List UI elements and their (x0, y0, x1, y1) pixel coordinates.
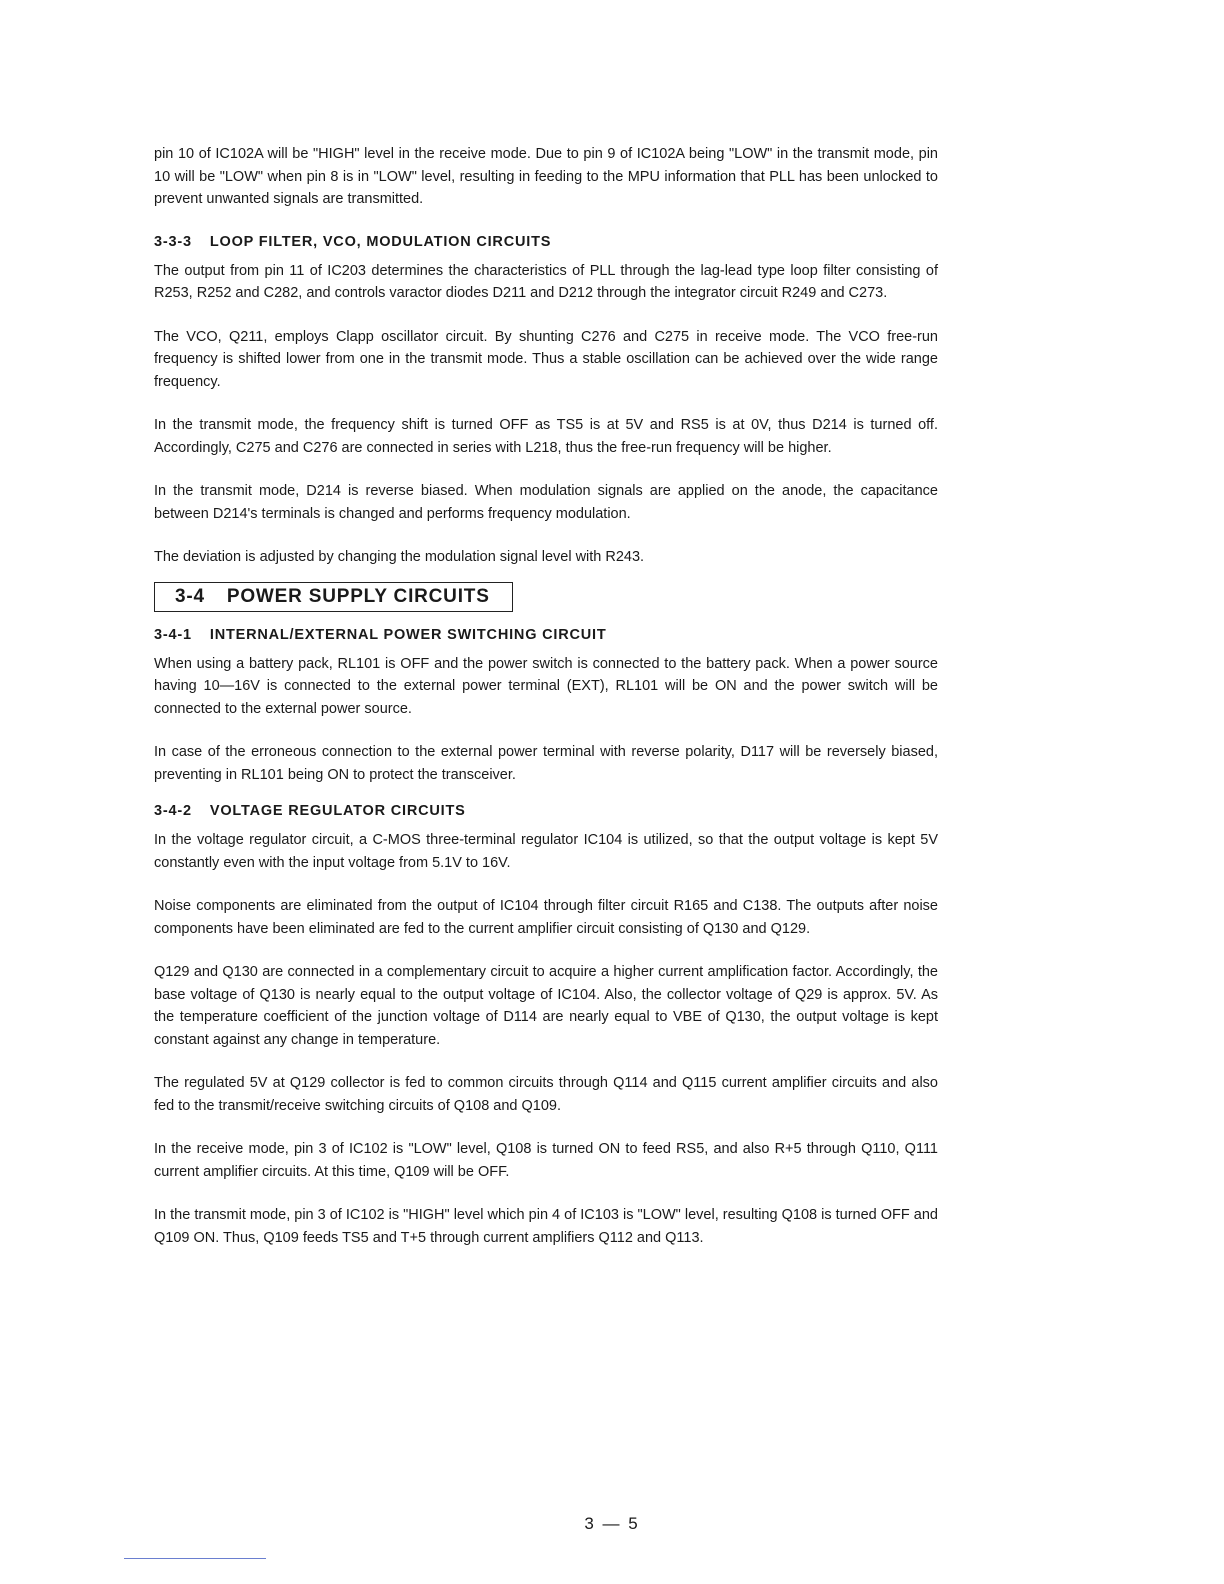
paragraph: The deviation is adjusted by changing the modulation signal level with R243. (154, 549, 645, 565)
paragraph: In the transmit mode, the frequency shift is turned OFF as TS5 is at 5V and RS5 is at 0V, thus D214 is turned off. Accordingly, C275 and C276 are connected in series with L218, thus the free-run frequency will be higher. (154, 417, 938, 456)
paragraph: Noise components are eliminated from the output of IC104 through filter circuit R165 and C138. The outputs after noise components have been eliminated are fed to the current amplifier circuit consisting of Q130 and Q129. (154, 898, 938, 937)
paragraph: The regulated 5V at Q129 collector is fed to common circuits through Q114 and Q115 current amplifier circuits and also fed to the transmit/receive switching circuits of Q108 and Q109. (154, 1075, 938, 1114)
section-title: INTERNAL/EXTERNAL POWER SWITCHING CIRCUIT (209, 626, 607, 643)
section-number: 3-4 (175, 585, 205, 607)
section-title: POWER SUPPLY CIRCUITS (226, 585, 490, 607)
section-number: 3-3-3 (154, 233, 192, 250)
intro-paragraph: pin 10 of IC102A will be "HIGH" level in the receive mode. Due to pin 9 of IC102A being "LOW" in the transmit mode, pin 10 will be "LOW" when pin 8 is in "LOW" level, resulting in feeding to the MPU information that PLL has been unlocked to prevent unwanted signals are transmitted. (154, 146, 938, 207)
heading-3-4-boxed (154, 582, 513, 612)
paragraph: The output from pin 11 of IC203 determines the characteristics of PLL through the lag-lead type loop filter consisting of R253, R252 and C282, and controls varactor diodes D211 and D212 through the integrator circuit R249 and C273. (154, 262, 938, 301)
section-number: 3-4-1 (154, 626, 192, 643)
section-title: VOLTAGE REGULATOR CIRCUITS (209, 803, 466, 819)
section-title: LOOP FILTER, VCO, MODULATION CIRCUITS (209, 233, 552, 250)
heading-3-4-1 (154, 624, 938, 646)
paragraph: In the transmit mode, D214 is reverse biased. When modulation signals are applied on the anode, the capacitance between D214's terminals is changed and performs frequency modulation. (154, 483, 938, 522)
paragraph: The VCO, Q211, employs Clapp oscillator circuit. By shunting C276 and C275 in receive mode. The VCO free-run frequency is shifted lower from one in the transmit mode. Thus a stable oscillation can be achieved over the wide range frequency. (154, 328, 938, 390)
page-body (154, 143, 938, 1249)
section-number: 3-4-2 (154, 803, 192, 819)
paragraph: In case of the erroneous connection to the external power terminal with reverse polarity, D117 will be reversely biased, preventing in RL101 being ON to protect the transceiver. (154, 744, 938, 783)
heading-3-4-2 (154, 800, 938, 822)
paragraph: When using a battery pack, RL101 is OFF and the power switch is connected to the battery pack. When a power source having 10—16V is connected to the external power terminal (EXT), RL101 will be ON and the power switch will be connected to the external power source. (154, 655, 938, 717)
paragraph: In the voltage regulator circuit, a C-MOS three-terminal regulator IC104 is utilized, so that the output voltage is kept 5V constantly even with the input voltage from 5.1V to 16V. (154, 832, 938, 871)
paragraph: In the receive mode, pin 3 of IC102 is "LOW" level, Q108 is turned ON to feed RS5, and also R+5 through Q110, Q111 current amplifier circuits. At this time, Q109 will be OFF. (154, 1141, 938, 1180)
paragraph: In the transmit mode, pin 3 of IC102 is "HIGH" level which pin 4 of IC103 is "LOW" level, resulting Q108 is turned OFF and Q109 ON. Thus, Q109 feeds TS5 and T+5 through current amplifiers Q112 and Q113. (154, 1207, 938, 1246)
paragraph: Q129 and Q130 are connected in a complementary circuit to acquire a higher current amplification factor. Accordingly, the base voltage of Q130 is nearly equal to the output voltage of IC104. Also, the collector voltage of Q29 is approx. 5V. As the temperature coefficient of the junction voltage of D114 are nearly equal to VBE of Q130, the output voltage is kept constant against any change in temperature. (154, 964, 938, 1048)
heading-3-3-3 (154, 231, 938, 253)
footnote-rule (124, 1558, 266, 1559)
page-number: 3 — 5 (584, 1514, 640, 1533)
